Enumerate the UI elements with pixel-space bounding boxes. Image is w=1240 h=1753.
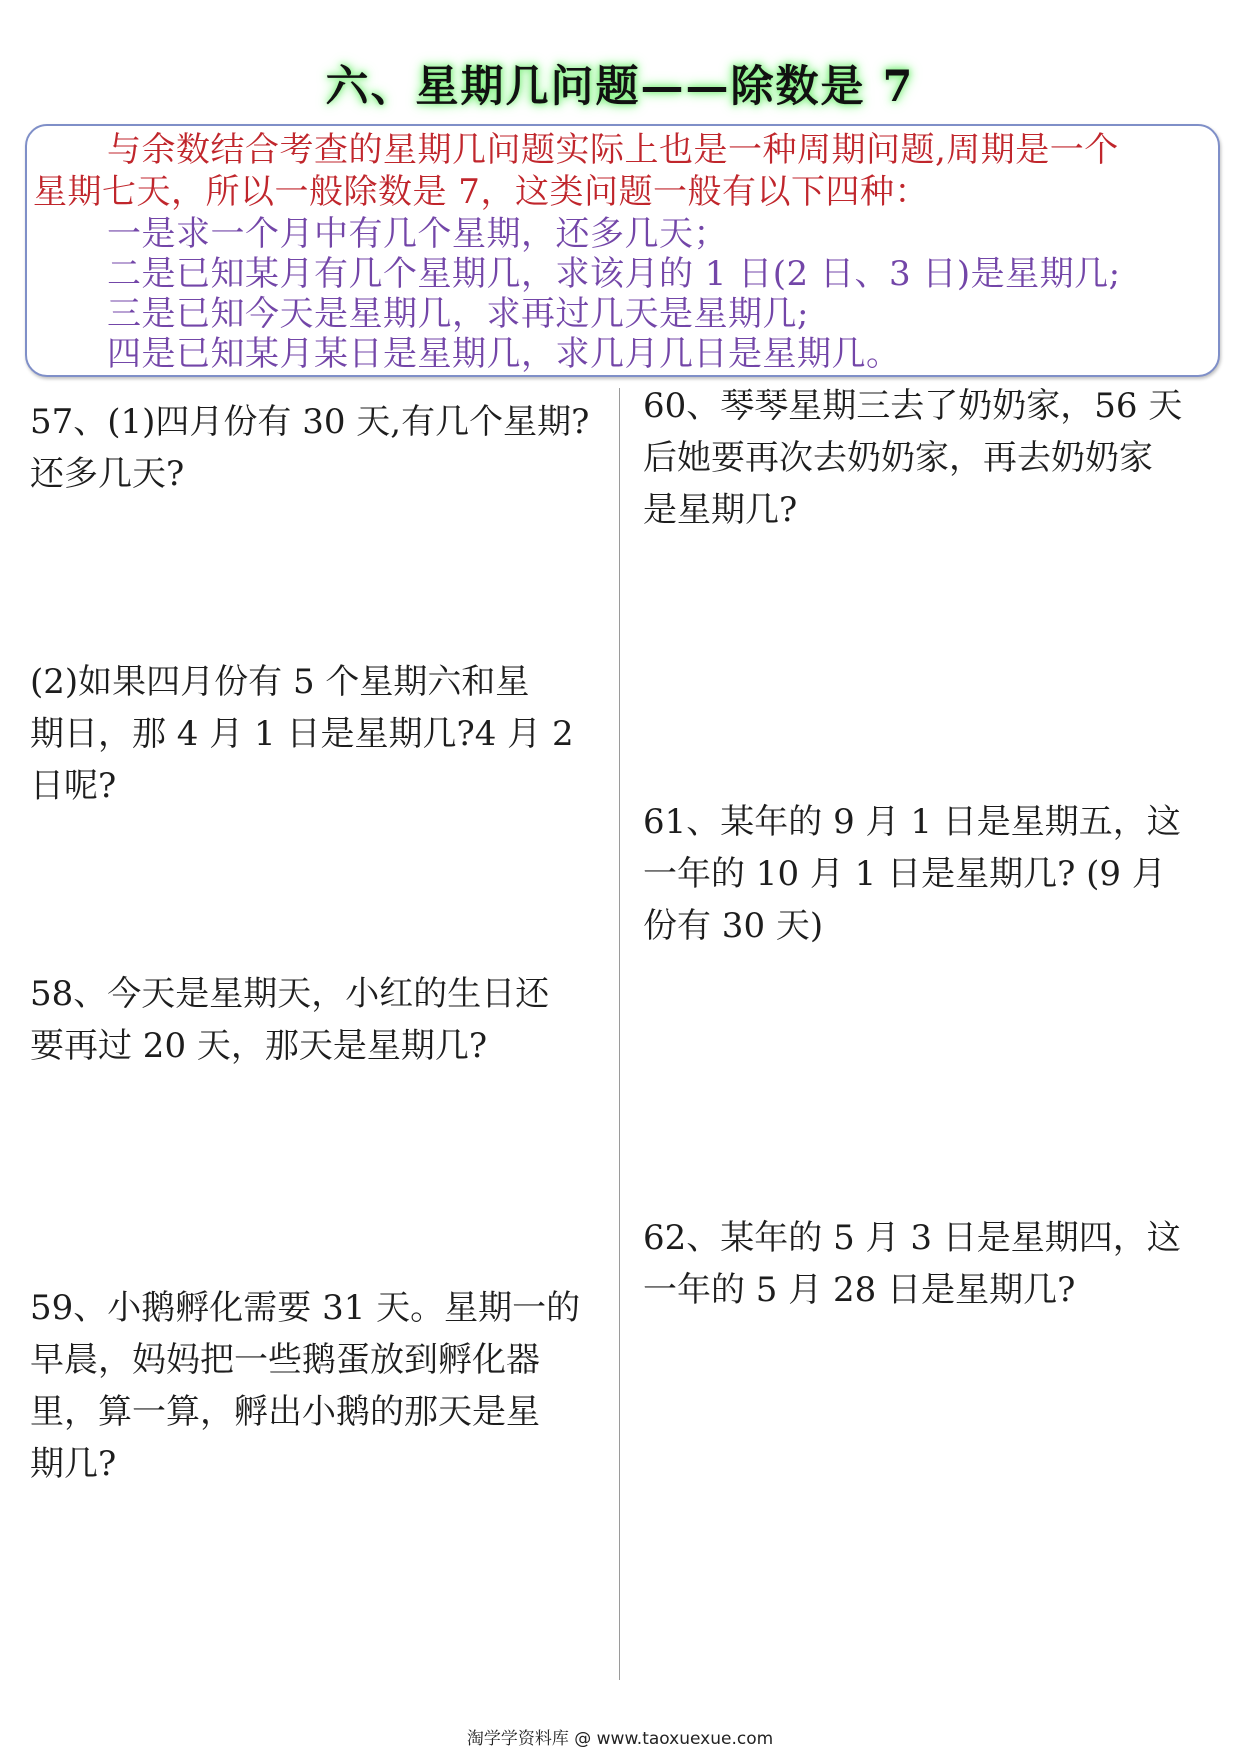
question-line: 59、小鹅孵化需要 31 天。星期一的: [30, 1288, 581, 1328]
question-line: 日呢?: [30, 766, 117, 806]
question-57-part-1: [30, 396, 589, 500]
intro-line-2: 星期七天，所以一般除数是 7，这类问题一般有以下四种：: [33, 172, 929, 212]
question-line: 后她要再次去奶奶家，再去奶奶家: [643, 438, 1153, 478]
intro-type-4: 四是已知某月某日是星期几，求几月几日是星期几。: [107, 334, 901, 374]
question-line: 一年的 5 月 28 日是星期几?: [643, 1270, 1076, 1310]
question-line: 期几?: [30, 1444, 117, 1484]
question-line: 早晨，妈妈把一些鹅蛋放到孵化器: [30, 1340, 540, 1380]
question-line: 一年的 10 月 1 日是星期几? (9 月: [643, 854, 1166, 894]
question-line: 期日，那 4 月 1 日是星期几?4 月 2: [30, 714, 574, 754]
footer-watermark: 淘学学资料库 @ www.taoxuexue.com: [466, 1729, 774, 1749]
question-line: 60、琴琴星期三去了奶奶家，56 天: [643, 386, 1183, 426]
page-title: 六、星期几问题——除数是 7: [325, 62, 915, 112]
question-line: 份有 30 天): [643, 906, 824, 946]
question-60: [643, 380, 1182, 536]
question-line: 里，算一算，孵出小鹅的那天是星: [30, 1392, 540, 1432]
intro-type-2: 二是已知某月有几个星期几，求该月的 1 日(2 日、3 日)是星期几;: [107, 254, 1121, 294]
question-line: (2)如果四月份有 5 个星期六和星: [30, 662, 530, 702]
question-58: [30, 968, 549, 1072]
intro-line-1: 与余数结合考查的星期几问题实际上也是一种周期问题,周期是一个: [107, 130, 1119, 170]
question-61: [643, 796, 1181, 952]
question-line: 58、今天是星期天，小红的生日还: [30, 974, 550, 1014]
question-57-part-2: [30, 656, 574, 812]
question-62: [643, 1212, 1181, 1316]
question-line: 要再过 20 天，那天是星期几?: [30, 1026, 488, 1066]
intro-box: [25, 124, 1220, 377]
question-line: 61、某年的 9 月 1 日是星期五，这: [643, 802, 1181, 842]
intro-type-1: 一是求一个月中有几个星期，还多几天；: [107, 214, 728, 254]
intro-type-3: 三是已知今天是星期几，求再过几天是星期几;: [107, 294, 809, 334]
question-line: 62、某年的 5 月 3 日是星期四，这: [643, 1218, 1181, 1258]
question-line: 还多几天?: [30, 454, 185, 494]
column-divider: [619, 388, 620, 1680]
question-line: 是星期几?: [643, 490, 798, 530]
question-59: [30, 1282, 580, 1490]
question-line: 57、(1)四月份有 30 天,有几个星期?: [30, 402, 590, 442]
